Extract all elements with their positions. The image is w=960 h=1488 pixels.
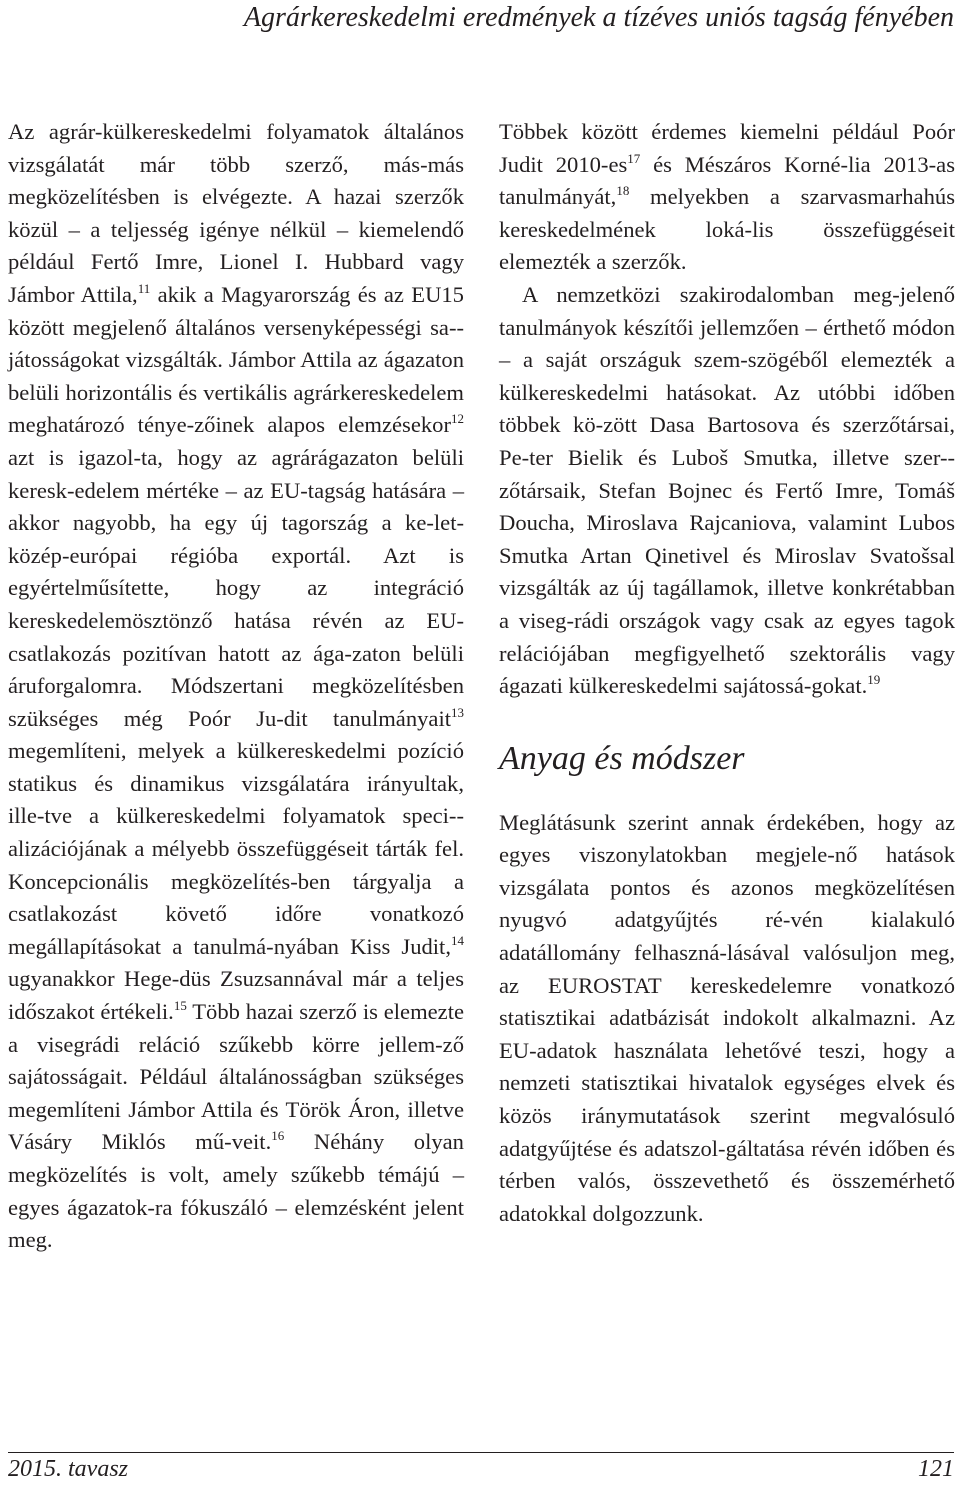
text-run: és Mészáros Korné-lia 2013-as tanulmányát, (499, 151, 955, 210)
text-run: melyekben a szarvasmarhahús kereskedelmének loká-lis összefüggéseit elemezték a szerzők. (499, 184, 955, 275)
right-paragraph-2 (499, 279, 955, 703)
section-heading: Anyag és módszer (499, 739, 745, 777)
text-run: megemlíteni, melyek a külkereskedelmi pozíció statikus és dinamikus vizsgálatára irányultak, ille-tve a külkereskedelmi folyamatok speci-alizációjának a mélyebb összefüggéseit tárták fel. Koncepcionális megközelítés-ben tárgyalja a csatlakozást követő időre vonatkozó megállapításokat a tanulmá-nyában Kiss Judit, (8, 738, 464, 959)
footnote-ref: 13 (451, 704, 464, 720)
text-run: Több hazai szerző is elemezte a visegrádi reláció szűkebb körre jellem-ző sajátosságait. Például általánosságban szükséges megemlíteni Jámbor Attila és Török Áron, illetve Vásáry Miklós mű-veit. (8, 999, 465, 1155)
text-run: A nemzetközi szakirodalomban meg-jelenő tanulmányok készítői jellemzően – érthető módon – a saját országuk szem-szögéből elemezték a külkereskedelmi hatásokat. Az utóbbi időben többek kö-zött Dasa Bartosova és szerzőtársai, Pe-ter Bielik és Luboš Smutka, illetve szer-zőtársaik, Stefan Bojnec és Fertő Imre, Tomáš Doucha, Miroslava Rajcaniova, valamint Lubos Smutka Artan Qinetivel és Miroslav Svatošsal vizsgálták az új tagállamok, illetve konkrétabban a viseg-rádi országok vagy csak az egyes tagok relációjában megfigyelhető szektorális vagy ágazati külkereskedelmi sajátossá-gokat. (499, 281, 955, 699)
footnote-ref: 16 (271, 1128, 285, 1144)
footer-divider (8, 1452, 954, 1453)
text-run: akik a Magyarország és az EU15 között megjelenő általános versenyképességi sa-játosságokat vizsgálták. Jámbor Attila az ágazaton belüli horizontális és vertikális agrárkereskedelem meghatározó ténye-zőinek alapos elemzésekor (8, 281, 464, 438)
left-column (8, 116, 464, 1257)
footnote-ref: 17 (627, 150, 641, 166)
text-run: Többek között érdemes kiemelni például Poór Judit 2010-es (499, 119, 955, 177)
footnote-ref: 15 (173, 998, 187, 1014)
running-title: Agrárkereskedelmi eredmények a tízéves uniós tagság fényében (243, 2, 954, 33)
footnote-ref: 19 (867, 672, 881, 688)
page-number: 121 (918, 1456, 954, 1482)
footnote-ref: 12 (451, 411, 464, 427)
footnote-ref: 14 (451, 932, 464, 948)
right-paragraph-1 (499, 116, 955, 279)
text-run: azt is igazol-ta, hogy az agrárágazaton belüli keresk-edelem mértéke – az EU-tagság hatására – akkor nagyobb, ha egy új tagország a ke-let-közép-európai régióba exportál. Azt is egyértelműsítette, hogy az integráció kereskedelemösztönző hatása révén az EU-csatlakozás pozitívan hatott az ága-zaton belüli áruforgalomra. Módszertani megközelítésben szükséges még Poór Ju-dit tanulmányait (8, 444, 464, 731)
right-column (499, 116, 955, 1230)
text-run: ugyanakkor Hege-düs Zsuzsannával már a teljes időszakot értékeli. (8, 966, 464, 1025)
left-paragraph-1 (8, 116, 464, 1257)
footnote-ref: 18 (616, 183, 630, 199)
right-paragraph-3: Meglátásunk szerint annak érdekében, hogy az egyes viszonylatokban megjele-nő hatások vizsgálata pontos és azonos megközelítésen nyugvó adatgyűjtés ré-vén kialakuló adatállomány felhaszná-lásával valósuljon meg, az EUROSTAT kereskedelemre vonatkozó statisztikai adatbázisát indokolt alkalmazni. Az EU-adatok használata lehetővé teszi, hogy a nemzeti statisztikai hivatalok egységes elvek és közös iránymutatások szerint megvalósuló adatgyűjtése és adatszol-gáltatása révén időben és térben valós, összevethető és összemérhető adatokkal dolgozzunk. (499, 809, 955, 1226)
issue-label: 2015. tavasz (8, 1456, 128, 1482)
footnote-ref: 11 (137, 280, 151, 296)
text-run: Az agrár-külkereskedelmi folyamatok általános vizsgálatát már több szerző, más-más megközelítésben is elvégezte. A hazai szerzők közül – a teljesség igénye nélkül – kiemelendő például Fertő Imre, Lionel I. Hubbard vagy Jámbor Attila, (8, 119, 464, 307)
text-run: Néhány olyan megközelítés is volt, amely szűkebb témájú – egyes ágazatok-ra fókuszáló – elemzésként jelent meg. (8, 1129, 464, 1253)
